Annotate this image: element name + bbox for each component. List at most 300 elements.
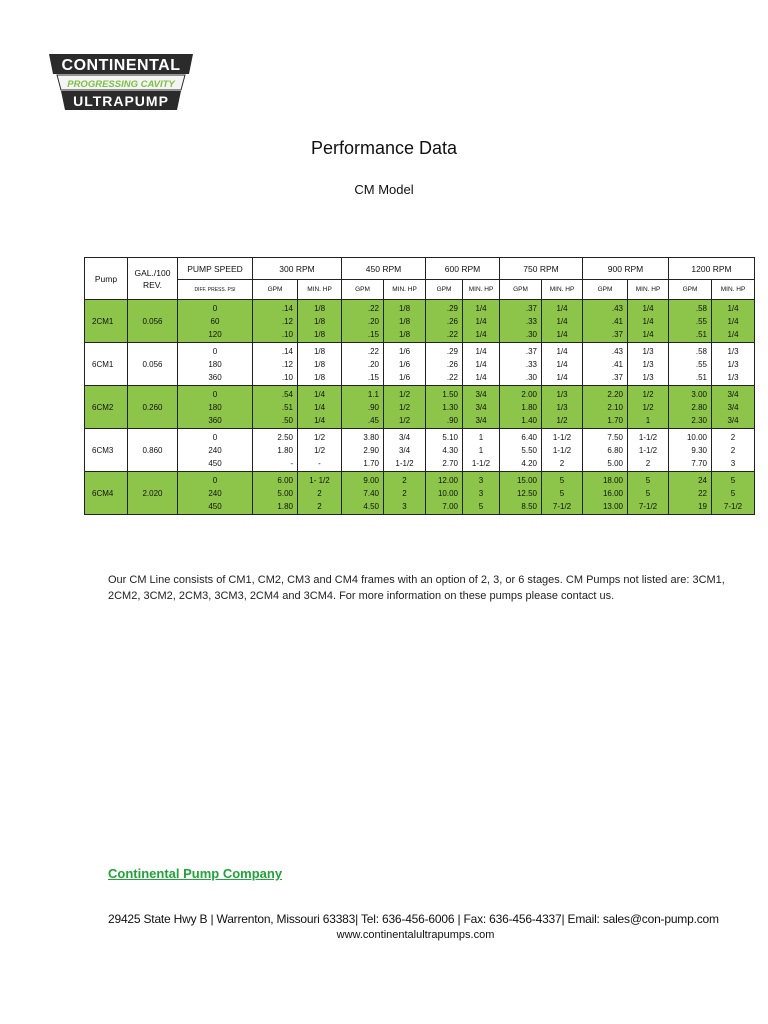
- gpm-value: 1.40: [521, 415, 537, 425]
- min-hp-value: 1-1/2: [552, 432, 572, 442]
- page-subtitle: CM Model: [354, 182, 414, 197]
- min-hp-value: 7-1/2: [638, 501, 658, 511]
- min-hp-value: 1/4: [727, 329, 739, 339]
- gpm-value: 15.00: [516, 475, 537, 485]
- diff-press-values: [178, 386, 253, 429]
- diff-press-value: 180: [208, 359, 222, 369]
- gpm-value: 6.80: [607, 445, 623, 455]
- gpm-value: 5.10: [442, 432, 458, 442]
- min-hp-value: 2: [645, 458, 651, 468]
- sub-hp-600: MIN. HP: [463, 280, 500, 300]
- gpm-value: .55: [695, 359, 707, 369]
- min-hp-value: 1/4: [475, 316, 487, 326]
- gpm-value: .29: [446, 346, 458, 356]
- gpm-cell: [669, 300, 712, 343]
- min-hp-value: 3/4: [398, 445, 411, 455]
- min-hp-cell: [298, 472, 342, 515]
- diff-press-value: 240: [208, 445, 222, 455]
- min-hp-value: 1/4: [313, 389, 326, 399]
- min-hp-cell: [542, 343, 583, 386]
- gpm-value: .37: [525, 346, 537, 356]
- header-rpm-450: 450 RPM: [342, 258, 426, 280]
- header-pump-speed: PUMP SPEED: [178, 258, 253, 280]
- min-hp-value: 1-1/2: [552, 445, 572, 455]
- diff-press-values: [178, 300, 253, 343]
- gpm-value: .37: [525, 303, 537, 313]
- min-hp-value: 5: [645, 488, 651, 498]
- gpm-value: 10.00: [686, 432, 707, 442]
- gpm-value: 2.80: [691, 402, 707, 412]
- diff-press-value: 360: [208, 415, 222, 425]
- pump-model: 2CM1: [85, 300, 128, 343]
- gpm-value: 2.70: [442, 458, 458, 468]
- diff-press-value: 450: [208, 458, 222, 468]
- min-hp-value: 1/4: [475, 372, 487, 382]
- gpm-value: .10: [281, 329, 293, 339]
- gpm-value: 6.00: [277, 475, 293, 485]
- gpm-cell: [669, 343, 712, 386]
- min-hp-cell: [712, 343, 755, 386]
- gal-per-rev: 0.860: [128, 429, 178, 472]
- header-rpm-750: 750 RPM: [500, 258, 583, 280]
- min-hp-value: 3: [478, 488, 484, 498]
- min-hp-cell: [628, 343, 669, 386]
- header-rpm-900: 900 RPM: [583, 258, 669, 280]
- gpm-value: 10.00: [437, 488, 458, 498]
- min-hp-cell: [298, 300, 342, 343]
- header-rpm-300: 300 RPM: [253, 258, 342, 280]
- min-hp-value: 5: [645, 475, 651, 485]
- min-hp-value: 2: [559, 458, 565, 468]
- min-hp-value: 1/4: [313, 415, 326, 425]
- min-hp-cell: [628, 300, 669, 343]
- gpm-value: .58: [695, 346, 707, 356]
- min-hp-value: 1/3: [556, 389, 568, 399]
- gpm-value: .45: [367, 415, 379, 425]
- gpm-cell: [583, 472, 628, 515]
- min-hp-value: 1/8: [313, 372, 326, 382]
- diff-press-values: [178, 429, 253, 472]
- gpm-value: .22: [367, 303, 379, 313]
- gpm-value: 4.20: [521, 458, 537, 468]
- min-hp-value: 1/2: [398, 402, 411, 412]
- diff-press-value: 450: [208, 501, 222, 511]
- sub-gpm-600: GPM: [426, 280, 463, 300]
- gpm-value: 18.00: [602, 475, 623, 485]
- footer-website[interactable]: www.continentalultrapumps.com: [336, 929, 495, 941]
- sub-hp-900: MIN. HP: [628, 280, 669, 300]
- gpm-cell: [253, 429, 298, 472]
- diff-press-value: 0: [212, 303, 218, 313]
- min-hp-value: 1/8: [398, 316, 411, 326]
- min-hp-cell: [712, 429, 755, 472]
- min-hp-value: 7-1/2: [723, 501, 743, 511]
- gpm-value: .33: [525, 359, 537, 369]
- gpm-value: .12: [281, 316, 293, 326]
- gpm-cell: [426, 343, 463, 386]
- min-hp-value: 3/4: [475, 402, 487, 412]
- gal-per-rev: 0.056: [128, 300, 178, 343]
- min-hp-value: 1/2: [313, 445, 326, 455]
- min-hp-value: 2: [317, 501, 322, 511]
- gpm-value: .37: [611, 329, 623, 339]
- min-hp-value: 1/2: [313, 432, 326, 442]
- min-hp-cell: [463, 343, 500, 386]
- gpm-value: .90: [446, 415, 458, 425]
- gpm-value: .20: [367, 359, 379, 369]
- gpm-value: 16.00: [602, 488, 623, 498]
- sub-gpm-900: GPM: [583, 280, 628, 300]
- min-hp-value: 1/4: [556, 316, 568, 326]
- diff-press-values: [178, 343, 253, 386]
- min-hp-value: 1- 1/2: [309, 475, 330, 485]
- gpm-value: .51: [695, 372, 707, 382]
- footer-company-link[interactable]: Continental Pump Company: [108, 866, 283, 881]
- min-hp-value: 1/4: [727, 316, 739, 326]
- min-hp-value: 1/4: [556, 303, 568, 313]
- diff-press-value: 0: [212, 432, 218, 442]
- min-hp-value: 1/4: [642, 316, 654, 326]
- pump-model: 6CM4: [85, 472, 128, 515]
- min-hp-cell: [384, 429, 426, 472]
- min-hp-cell: [463, 300, 500, 343]
- min-hp-value: 1/2: [398, 415, 411, 425]
- gpm-value: .14: [281, 303, 293, 313]
- gpm-cell: [500, 429, 542, 472]
- diff-press-values: [178, 472, 253, 515]
- gpm-value: 2.10: [607, 402, 623, 412]
- performance-table: [84, 257, 755, 515]
- gpm-cell: [253, 386, 298, 429]
- gpm-value: 7.70: [691, 458, 707, 468]
- pump-model: 6CM3: [85, 429, 128, 472]
- gpm-value: 9.30: [691, 445, 707, 455]
- header-diff-press: DIFF. PRESS. PSI: [178, 280, 253, 300]
- gpm-value: .41: [611, 359, 623, 369]
- diff-press-value: 240: [208, 488, 222, 498]
- page-title: Performance Data: [310, 138, 458, 158]
- min-hp-value: 1/3: [642, 372, 654, 382]
- gpm-cell: [342, 429, 384, 472]
- gpm-value: 12.50: [516, 488, 537, 498]
- company-logo: [47, 48, 197, 114]
- diff-press-value: 120: [208, 329, 222, 339]
- gpm-cell: [583, 429, 628, 472]
- sub-hp-300: MIN. HP: [298, 280, 342, 300]
- min-hp-cell: [628, 429, 669, 472]
- gpm-cell: [500, 343, 542, 386]
- gpm-value: 24: [698, 475, 707, 485]
- gpm-value: 1.50: [442, 389, 458, 399]
- min-hp-cell: [463, 429, 500, 472]
- min-hp-cell: [542, 429, 583, 472]
- logo-line2: PROGRESSING CAVITY: [67, 79, 175, 90]
- gpm-value: 7.50: [607, 432, 623, 442]
- min-hp-value: 1/3: [727, 346, 739, 356]
- min-hp-value: 2: [730, 445, 736, 455]
- gpm-cell: [426, 472, 463, 515]
- min-hp-value: 1/4: [556, 346, 568, 356]
- sub-gpm-300: GPM: [253, 280, 298, 300]
- diff-press-value: 180: [208, 402, 222, 412]
- gpm-value: .90: [367, 402, 379, 412]
- gpm-cell: [583, 300, 628, 343]
- min-hp-value: 1/8: [398, 329, 411, 339]
- gpm-value: 3.80: [363, 432, 379, 442]
- info-paragraph: Our CM Line consists of CM1, CM2, CM3 and CM4 frames with an option of 2, 3, or 6 stages. CM Pumps not listed are: 3CM1, 2CM2, 3CM2, 2CM3, 3CM3, 2CM4 and 3CM4. For more information on these pumps please contact us.: [108, 574, 725, 602]
- min-hp-value: 1/4: [475, 346, 487, 356]
- gpm-value: 5.00: [607, 458, 623, 468]
- min-hp-cell: [298, 343, 342, 386]
- gpm-value: .12: [281, 359, 293, 369]
- gpm-cell: [342, 343, 384, 386]
- min-hp-value: 1/2: [642, 389, 654, 399]
- min-hp-value: 1/8: [313, 303, 326, 313]
- min-hp-value: -: [318, 458, 321, 468]
- min-hp-value: 1: [478, 445, 484, 455]
- diff-press-value: 0: [212, 475, 218, 485]
- gpm-value: .26: [446, 316, 458, 326]
- min-hp-value: 2: [317, 488, 322, 498]
- gpm-value: .20: [367, 316, 379, 326]
- min-hp-cell: [298, 386, 342, 429]
- min-hp-value: 1/6: [398, 372, 411, 382]
- gpm-cell: [342, 472, 384, 515]
- min-hp-value: 3/4: [475, 415, 487, 425]
- min-hp-value: 3: [478, 475, 484, 485]
- min-hp-value: 5: [730, 488, 736, 498]
- gpm-value: 9.00: [363, 475, 379, 485]
- gpm-value: 2.00: [521, 389, 537, 399]
- logo-line3: ULTRAPUMP: [73, 93, 169, 109]
- gpm-cell: [669, 386, 712, 429]
- footer-address: 29425 State Hwy B | Warrenton, Missouri 63383| Tel: 636-456-6006 | Fax: 636-456-4337| Email: sales@con-pump.com: [108, 912, 719, 926]
- sub-gpm-1200: GPM: [669, 280, 712, 300]
- sub-gpm-450: GPM: [342, 280, 384, 300]
- gpm-cell: [253, 343, 298, 386]
- min-hp-value: 1-1/2: [638, 432, 658, 442]
- header-rpm-1200: 1200 RPM: [669, 258, 755, 280]
- min-hp-value: 2: [402, 488, 407, 498]
- table-row: [85, 429, 755, 472]
- gpm-value: 2.30: [691, 415, 707, 425]
- gpm-value: 1.30: [442, 402, 458, 412]
- min-hp-cell: [384, 300, 426, 343]
- min-hp-value: 1-1/2: [471, 458, 491, 468]
- gpm-value: 2.20: [607, 389, 623, 399]
- gpm-value: 13.00: [602, 501, 623, 511]
- gpm-value: 4.50: [363, 501, 379, 511]
- header-rpm-600: 600 RPM: [426, 258, 500, 280]
- min-hp-value: 1: [645, 415, 651, 425]
- gpm-value: .58: [695, 303, 707, 313]
- gpm-value: .30: [525, 372, 537, 382]
- gpm-value: .26: [446, 359, 458, 369]
- min-hp-value: 1/2: [398, 389, 411, 399]
- min-hp-value: 1/4: [556, 372, 568, 382]
- min-hp-value: 1/4: [475, 329, 487, 339]
- min-hp-value: 1/4: [556, 329, 568, 339]
- min-hp-cell: [542, 300, 583, 343]
- min-hp-value: 1/2: [642, 402, 654, 412]
- gpm-value: 5.00: [277, 488, 293, 498]
- gpm-cell: [669, 429, 712, 472]
- min-hp-value: 1/4: [313, 402, 326, 412]
- gpm-value: .22: [446, 329, 458, 339]
- min-hp-value: 1/4: [475, 359, 487, 369]
- table-row: [85, 300, 755, 343]
- min-hp-value: 1/4: [642, 303, 654, 313]
- min-hp-cell: [298, 429, 342, 472]
- min-hp-value: 2: [402, 475, 407, 485]
- pump-model: 6CM1: [85, 343, 128, 386]
- gpm-cell: [426, 429, 463, 472]
- gpm-cell: [342, 386, 384, 429]
- min-hp-value: 1/4: [727, 303, 739, 313]
- min-hp-value: 1/3: [642, 359, 654, 369]
- gpm-value: .33: [525, 316, 537, 326]
- gpm-value: 1.70: [363, 458, 379, 468]
- gpm-value: 22: [698, 488, 707, 498]
- min-hp-value: 5: [730, 475, 736, 485]
- header-gal-line2: REV.: [142, 279, 163, 290]
- min-hp-cell: [384, 343, 426, 386]
- min-hp-value: 1/8: [313, 359, 326, 369]
- gpm-value: 7.40: [363, 488, 379, 498]
- gpm-cell: [253, 300, 298, 343]
- header-gal-line1: GAL./100: [134, 267, 171, 278]
- gpm-cell: [583, 386, 628, 429]
- gpm-cell: [500, 386, 542, 429]
- gpm-value: 1.80: [521, 402, 537, 412]
- gpm-value: .43: [611, 303, 623, 313]
- min-hp-value: 3/4: [475, 389, 487, 399]
- min-hp-value: 1/8: [313, 346, 326, 356]
- min-hp-cell: [542, 386, 583, 429]
- diff-press-value: 360: [208, 372, 222, 382]
- gpm-cell: [583, 343, 628, 386]
- gpm-value: 19: [698, 501, 707, 511]
- gpm-value: .15: [367, 372, 379, 382]
- min-hp-cell: [712, 300, 755, 343]
- min-hp-value: 2: [730, 432, 736, 442]
- min-hp-value: 3: [402, 501, 407, 511]
- diff-press-value: 0: [212, 389, 218, 399]
- min-hp-value: 1/4: [642, 329, 654, 339]
- min-hp-cell: [628, 386, 669, 429]
- min-hp-value: 1/6: [398, 359, 411, 369]
- gpm-value: 4.30: [442, 445, 458, 455]
- gpm-value: .15: [367, 329, 379, 339]
- min-hp-value: 1/3: [727, 372, 739, 382]
- gal-per-rev: 2.020: [128, 472, 178, 515]
- gpm-value: 12.00: [437, 475, 458, 485]
- gpm-value: .22: [446, 372, 458, 382]
- gal-per-rev: 0.260: [128, 386, 178, 429]
- gpm-value: 1.80: [277, 501, 293, 511]
- gal-per-rev: 0.056: [128, 343, 178, 386]
- min-hp-value: 1/2: [556, 415, 568, 425]
- diff-press-value: 0: [212, 346, 218, 356]
- gpm-value: 1.70: [607, 415, 623, 425]
- gpm-cell: [253, 472, 298, 515]
- min-hp-value: 1-1/2: [395, 458, 414, 468]
- gpm-value: 7.00: [442, 501, 458, 511]
- gpm-value: .55: [695, 316, 707, 326]
- min-hp-value: 5: [478, 501, 484, 511]
- min-hp-value: 1/3: [556, 402, 568, 412]
- gpm-value: 2.50: [277, 432, 293, 442]
- gpm-value: .54: [281, 389, 293, 399]
- gpm-cell: [669, 472, 712, 515]
- min-hp-value: 1/6: [398, 346, 411, 356]
- min-hp-value: 3/4: [398, 432, 411, 442]
- gpm-value: .10: [281, 372, 293, 382]
- min-hp-cell: [712, 386, 755, 429]
- min-hp-value: 3: [730, 458, 736, 468]
- gpm-value: .22: [367, 346, 379, 356]
- min-hp-cell: [542, 472, 583, 515]
- sub-hp-750: MIN. HP: [542, 280, 583, 300]
- sub-hp-1200: MIN. HP: [712, 280, 755, 300]
- gpm-value: 2.90: [363, 445, 379, 455]
- gpm-value: .30: [525, 329, 537, 339]
- min-hp-value: 1/3: [727, 359, 739, 369]
- gpm-value: .43: [611, 346, 623, 356]
- table-row: [85, 472, 755, 515]
- min-hp-cell: [384, 472, 426, 515]
- gpm-value: 3.00: [691, 389, 707, 399]
- gpm-value: .14: [281, 346, 293, 356]
- gpm-cell: [426, 300, 463, 343]
- min-hp-value: 5: [559, 488, 565, 498]
- header-gal: [128, 258, 178, 300]
- header-pump: Pump: [85, 258, 128, 300]
- gpm-value: 5.50: [521, 445, 537, 455]
- pump-model: 6CM2: [85, 386, 128, 429]
- gpm-cell: [342, 300, 384, 343]
- min-hp-value: 1/4: [556, 359, 568, 369]
- min-hp-value: 1/4: [475, 303, 487, 313]
- min-hp-value: 1/8: [313, 329, 326, 339]
- sub-gpm-750: GPM: [500, 280, 542, 300]
- min-hp-value: 1/3: [642, 346, 654, 356]
- min-hp-value: 7-1/2: [552, 501, 572, 511]
- gpm-cell: [500, 300, 542, 343]
- gpm-value: .37: [611, 372, 623, 382]
- gpm-value: .41: [611, 316, 623, 326]
- min-hp-cell: [628, 472, 669, 515]
- gpm-cell: [426, 386, 463, 429]
- gpm-cell: [500, 472, 542, 515]
- min-hp-value: 3/4: [727, 415, 739, 425]
- sub-hp-450: MIN. HP: [384, 280, 426, 300]
- gpm-value: .51: [281, 402, 293, 412]
- table-row: [85, 386, 755, 429]
- gpm-value: .50: [281, 415, 293, 425]
- diff-press-value: 60: [210, 316, 220, 326]
- min-hp-cell: [712, 472, 755, 515]
- gpm-value: 6.40: [521, 432, 537, 442]
- min-hp-value: 5: [559, 475, 565, 485]
- min-hp-cell: [384, 386, 426, 429]
- gpm-value: 8.50: [521, 501, 537, 511]
- gpm-value: .29: [446, 303, 458, 313]
- min-hp-value: 3/4: [727, 389, 739, 399]
- gpm-value: 1.80: [277, 445, 293, 455]
- table-row: [85, 343, 755, 386]
- min-hp-value: 1/8: [313, 316, 326, 326]
